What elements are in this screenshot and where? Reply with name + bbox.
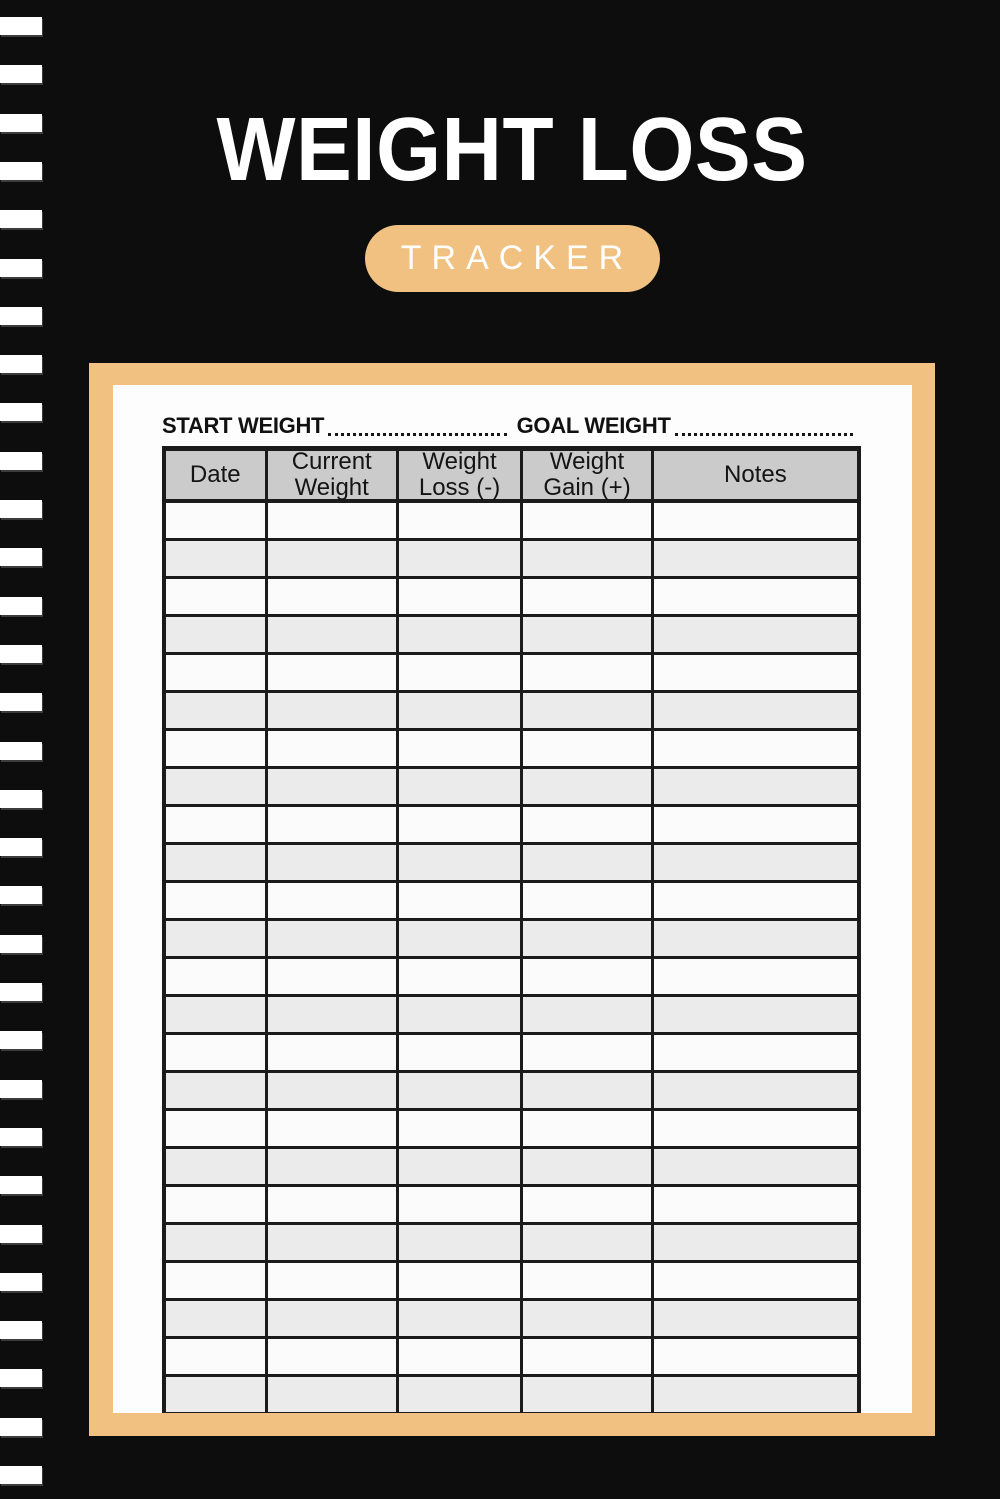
cell-current-weight[interactable] [268,503,399,538]
cell-notes[interactable] [654,617,857,652]
weights-row [162,413,855,439]
cell-current-weight[interactable] [268,655,399,690]
cell-weight-gain[interactable] [523,617,654,652]
spiral-ring [0,886,42,904]
cell-date[interactable] [166,503,268,538]
cell-weight-loss[interactable] [399,959,523,994]
cell-notes[interactable] [654,693,857,728]
cell-date[interactable] [166,655,268,690]
column-header-weight-loss: Weight Loss (-) [399,451,523,499]
tracker-card [89,363,935,1436]
cell-notes[interactable] [654,655,857,690]
cell-weight-gain[interactable] [523,731,654,766]
spiral-ring [0,790,42,808]
table-row [166,1149,857,1187]
cell-weight-loss[interactable] [399,503,523,538]
cell-notes[interactable] [654,997,857,1032]
cell-date[interactable] [166,617,268,652]
cell-notes[interactable] [654,1225,857,1260]
cell-weight-loss[interactable] [399,845,523,880]
spiral-ring [0,1273,42,1291]
cell-weight-gain[interactable] [523,845,654,880]
table-body [166,503,857,1413]
cell-weight-gain[interactable] [523,1377,654,1412]
spiral-ring [0,1369,42,1387]
spiral-ring [0,548,42,566]
cell-notes[interactable] [654,731,857,766]
cell-current-weight[interactable] [268,883,399,918]
table-row [166,807,857,845]
cell-notes[interactable] [654,921,857,956]
cell-notes[interactable] [654,579,857,614]
cell-current-weight[interactable] [268,1149,399,1184]
cell-weight-loss[interactable] [399,921,523,956]
cell-date[interactable] [166,1111,268,1146]
table-row [166,1301,857,1339]
cell-current-weight[interactable] [268,579,399,614]
cell-date[interactable] [166,883,268,918]
cell-notes[interactable] [654,1035,857,1070]
cell-weight-loss[interactable] [399,1073,523,1108]
spiral-ring [0,1321,42,1339]
spiral-ring [0,1418,42,1436]
spiral-ring [0,355,42,373]
cell-date[interactable] [166,997,268,1032]
cell-weight-loss[interactable] [399,1263,523,1298]
spiral-ring [0,983,42,1001]
cell-notes[interactable] [654,1187,857,1222]
cell-weight-gain[interactable] [523,1111,654,1146]
table-row [166,997,857,1035]
cell-current-weight[interactable] [268,731,399,766]
cell-notes[interactable] [654,1377,857,1412]
cell-weight-gain[interactable] [523,1073,654,1108]
spiral-ring [0,452,42,470]
table-row [166,921,857,959]
cell-weight-loss[interactable] [399,617,523,652]
tracker-page [113,385,912,1413]
cell-current-weight[interactable] [268,1377,399,1412]
cell-date[interactable] [166,959,268,994]
cell-date[interactable] [166,1377,268,1412]
cell-weight-loss[interactable] [399,1377,523,1412]
column-header-notes: Notes [724,461,787,488]
cell-notes[interactable] [654,883,857,918]
cell-weight-gain[interactable] [523,807,654,842]
cell-current-weight[interactable] [268,997,399,1032]
table-row [166,579,857,617]
cell-weight-gain[interactable] [523,693,654,728]
column-header-weight-gain: Weight Gain (+) [523,451,654,499]
cell-date[interactable] [166,1035,268,1070]
cell-date[interactable] [166,921,268,956]
cell-weight-gain[interactable] [523,921,654,956]
cell-current-weight[interactable] [268,1111,399,1146]
table-row [166,1187,857,1225]
cell-date[interactable] [166,1149,268,1184]
cell-weight-gain[interactable] [523,1149,654,1184]
spiral-ring [0,935,42,953]
cell-current-weight[interactable] [268,921,399,956]
cell-notes[interactable] [654,1263,857,1298]
table-row [166,731,857,769]
tracker-badge [365,225,660,292]
table-header [166,448,857,503]
table-row [166,959,857,997]
table-row [166,883,857,921]
spiral-ring [0,1128,42,1146]
cell-weight-loss[interactable] [399,1111,523,1146]
table-row [166,541,857,579]
cell-current-weight[interactable] [268,1301,399,1336]
cell-weight-gain[interactable] [523,503,654,538]
cell-current-weight[interactable] [268,1225,399,1260]
table-row [166,1111,857,1149]
goal-weight-label: GOAL WEIGHT [516,413,671,438]
spiral-ring [0,500,42,518]
tracker-table [162,446,861,1413]
spiral-ring [0,1466,42,1484]
cell-weight-gain[interactable] [523,997,654,1032]
spiral-ring [0,17,42,35]
cell-weight-gain[interactable] [523,579,654,614]
cell-current-weight[interactable] [268,1073,399,1108]
spiral-ring [0,1225,42,1243]
page-title: WEIGHT LOSS [216,100,808,200]
cell-current-weight[interactable] [268,1263,399,1298]
column-header-current-weight: Current Weight [268,451,399,499]
cell-weight-loss[interactable] [399,693,523,728]
cell-weight-loss[interactable] [399,655,523,690]
spiral-ring [0,742,42,760]
spiral-ring [0,597,42,615]
cell-weight-gain[interactable] [523,1263,654,1298]
cell-notes[interactable] [654,769,857,804]
table-row [166,1073,857,1111]
table-row [166,655,857,693]
goal-weight-blank[interactable] [675,426,853,436]
cell-weight-loss[interactable] [399,1339,523,1374]
cell-current-weight[interactable] [268,807,399,842]
cell-weight-loss[interactable] [399,1225,523,1260]
cell-weight-loss[interactable] [399,807,523,842]
start-weight-blank[interactable] [328,426,506,436]
spiral-ring [0,307,42,325]
cell-date[interactable] [166,769,268,804]
table-row [166,693,857,731]
cell-weight-gain[interactable] [523,1187,654,1222]
cell-weight-gain[interactable] [523,883,654,918]
cell-notes[interactable] [654,1339,857,1374]
cell-notes[interactable] [654,541,857,576]
table-row [166,617,857,655]
spiral-ring [0,645,42,663]
cell-notes[interactable] [654,1111,857,1146]
cell-date[interactable] [166,693,268,728]
cell-date[interactable] [166,845,268,880]
cell-notes[interactable] [654,503,857,538]
cell-date[interactable] [166,807,268,842]
spiral-ring [0,1080,42,1098]
cell-weight-gain[interactable] [523,541,654,576]
cell-weight-gain[interactable] [523,1035,654,1070]
cell-notes[interactable] [654,845,857,880]
cell-notes[interactable] [654,1301,857,1336]
cell-date[interactable] [166,1263,268,1298]
cell-date[interactable] [166,1301,268,1336]
table-row [166,1377,857,1413]
cell-weight-loss[interactable] [399,769,523,804]
cell-weight-gain[interactable] [523,655,654,690]
table-row [166,1263,857,1301]
spiral-ring [0,1031,42,1049]
cell-notes[interactable] [654,807,857,842]
spiral-ring [0,65,42,83]
cell-date[interactable] [166,1225,268,1260]
cell-weight-gain[interactable] [523,959,654,994]
cell-current-weight[interactable] [268,617,399,652]
cell-current-weight[interactable] [268,1339,399,1374]
cell-current-weight[interactable] [268,845,399,880]
table-row [166,1035,857,1073]
cell-weight-loss[interactable] [399,731,523,766]
cell-weight-loss[interactable] [399,1035,523,1070]
cell-date[interactable] [166,1339,268,1374]
table-row [166,503,857,541]
cell-weight-loss[interactable] [399,1187,523,1222]
spiral-ring [0,403,42,421]
cell-current-weight[interactable] [268,959,399,994]
cell-date[interactable] [166,1187,268,1222]
cell-weight-gain[interactable] [523,769,654,804]
cell-weight-loss[interactable] [399,1149,523,1184]
table-row [166,845,857,883]
cell-weight-loss[interactable] [399,579,523,614]
cell-weight-gain[interactable] [523,1301,654,1336]
cell-date[interactable] [166,541,268,576]
cell-weight-loss[interactable] [399,541,523,576]
cell-current-weight[interactable] [268,1035,399,1070]
tracker-badge-label: TRACKER [400,239,634,277]
cell-weight-gain[interactable] [523,1339,654,1374]
cell-weight-loss[interactable] [399,883,523,918]
spiral-ring [0,838,42,856]
spiral-ring [0,1176,42,1194]
cell-current-weight[interactable] [268,541,399,576]
cell-weight-loss[interactable] [399,1301,523,1336]
cell-notes[interactable] [654,959,857,994]
cell-notes[interactable] [654,1149,857,1184]
cell-current-weight[interactable] [268,769,399,804]
cell-current-weight[interactable] [268,693,399,728]
cell-date[interactable] [166,731,268,766]
cell-notes[interactable] [654,1073,857,1108]
cell-date[interactable] [166,579,268,614]
start-weight-label: START WEIGHT [162,413,325,438]
cell-date[interactable] [166,1073,268,1108]
spiral-ring [0,693,42,711]
cell-weight-loss[interactable] [399,997,523,1032]
column-header-date: Date [166,451,268,499]
table-row [166,769,857,807]
table-row [166,1339,857,1377]
cell-weight-gain[interactable] [523,1225,654,1260]
cell-current-weight[interactable] [268,1187,399,1222]
table-row [166,1225,857,1263]
header-block [24,100,1000,292]
